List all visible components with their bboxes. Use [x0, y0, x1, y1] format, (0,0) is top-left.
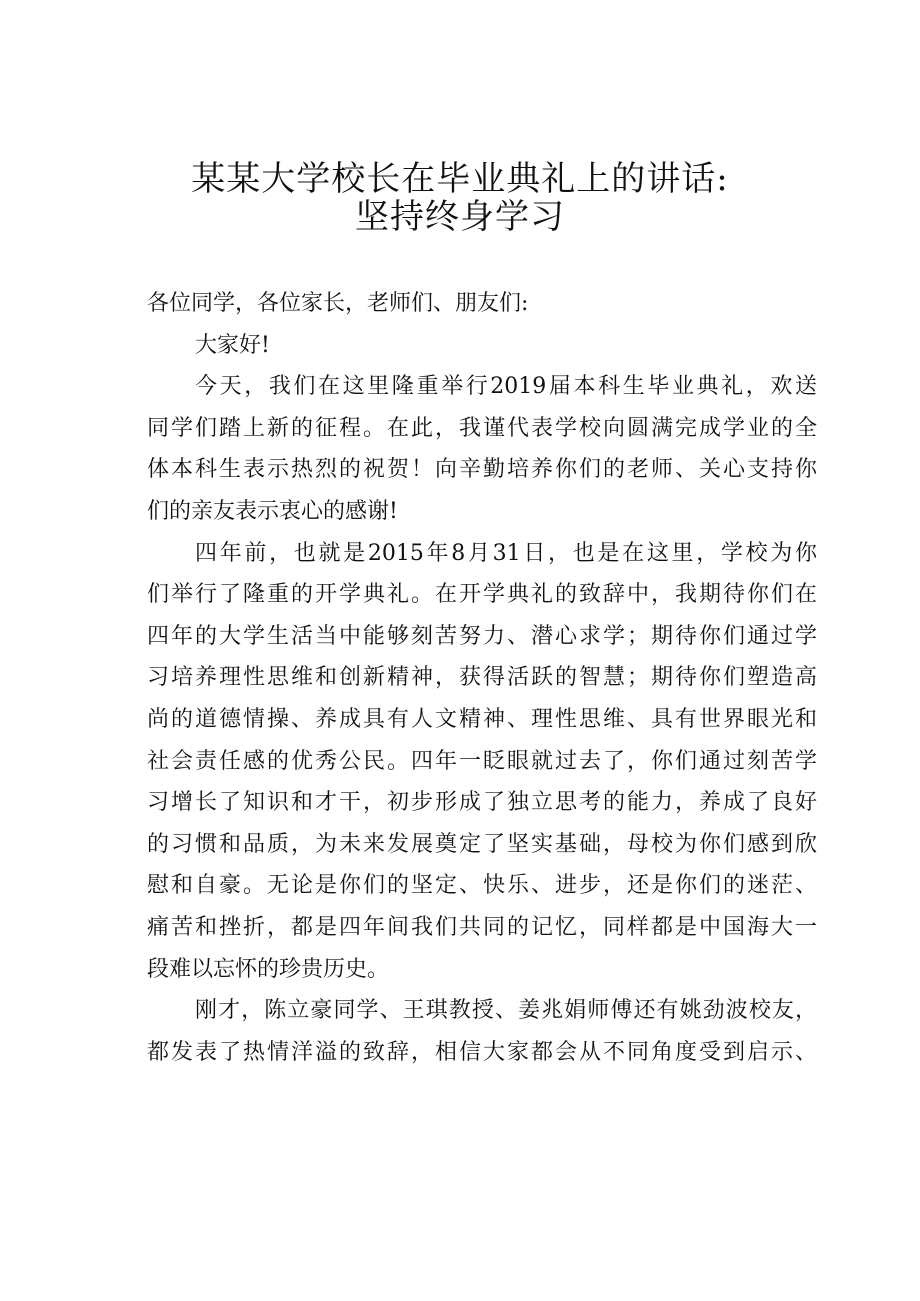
paragraph-1-line: 体本科生表示热烈的祝贺！向辛勤培养你们的老师、关心支持你 [147, 457, 817, 483]
paragraph-2-line: 们举行了隆重的开学典礼。在开学典礼的致辞中，我期待你们在 [147, 582, 817, 608]
greeting: 大家好! [195, 332, 270, 358]
title-line-1: 某某大学校长在毕业典礼上的讲话: [191, 159, 729, 199]
paragraph-3-line: 都发表了热情洋溢的致辞，相信大家都会从不同角度受到启示、 [147, 1039, 817, 1065]
paragraph-2-line: 习培养理性思维和创新精神，获得活跃的智慧；期待你们塑造高 [147, 665, 817, 691]
paragraph-1-line: 们的亲友表示衷心的感谢! [147, 498, 398, 524]
paragraph-2-line: 慰和自豪。无论是你们的坚定、快乐、进步，还是你们的迷茫、 [147, 873, 817, 899]
paragraph-3-line: 刚才，陈立豪同学、王琪教授、姜兆娟师傅还有姚劲波校友， [195, 998, 817, 1024]
salutation: 各位同学，各位家长，老师们、朋友们: [147, 291, 529, 316]
speech-title [120, 160, 800, 236]
paragraph-2-line: 的习惯和品质，为未来发展奠定了坚实基础，母校为你们感到欣 [147, 831, 817, 857]
paragraph-2-line: 段难以忘怀的珍贵历史。 [147, 956, 390, 982]
paragraph-2-line: 四年前，也就是2015年8月31日，也是在这里，学校为你 [195, 540, 817, 566]
title-line-2: 坚持终身学习 [355, 197, 565, 237]
paragraph-2-line: 痛苦和挫折，都是四年间我们共同的记忆，同样都是中国海大一 [147, 914, 817, 940]
speech-body [147, 283, 817, 1073]
paragraph-2-line: 习增长了知识和才干，初步形成了独立思考的能力，养成了良好 [147, 790, 817, 816]
paragraph-1-line: 今天，我们在这里隆重举行2019届本科生毕业典礼，欢送 [195, 374, 817, 400]
paragraph-2-line: 社会责任感的优秀公民。四年一眨眼就过去了，你们通过刻苦学 [147, 748, 817, 774]
paragraph-1-line: 同学们踏上新的征程。在此，我谨代表学校向圆满完成学业的全 [147, 415, 817, 441]
paragraph-2-line: 尚的道德情操、养成具有人文精神、理性思维、具有世界眼光和 [147, 706, 817, 732]
paragraph-2-line: 四年的大学生活当中能够刻苦努力、潜心求学；期待你们通过学 [147, 623, 817, 649]
